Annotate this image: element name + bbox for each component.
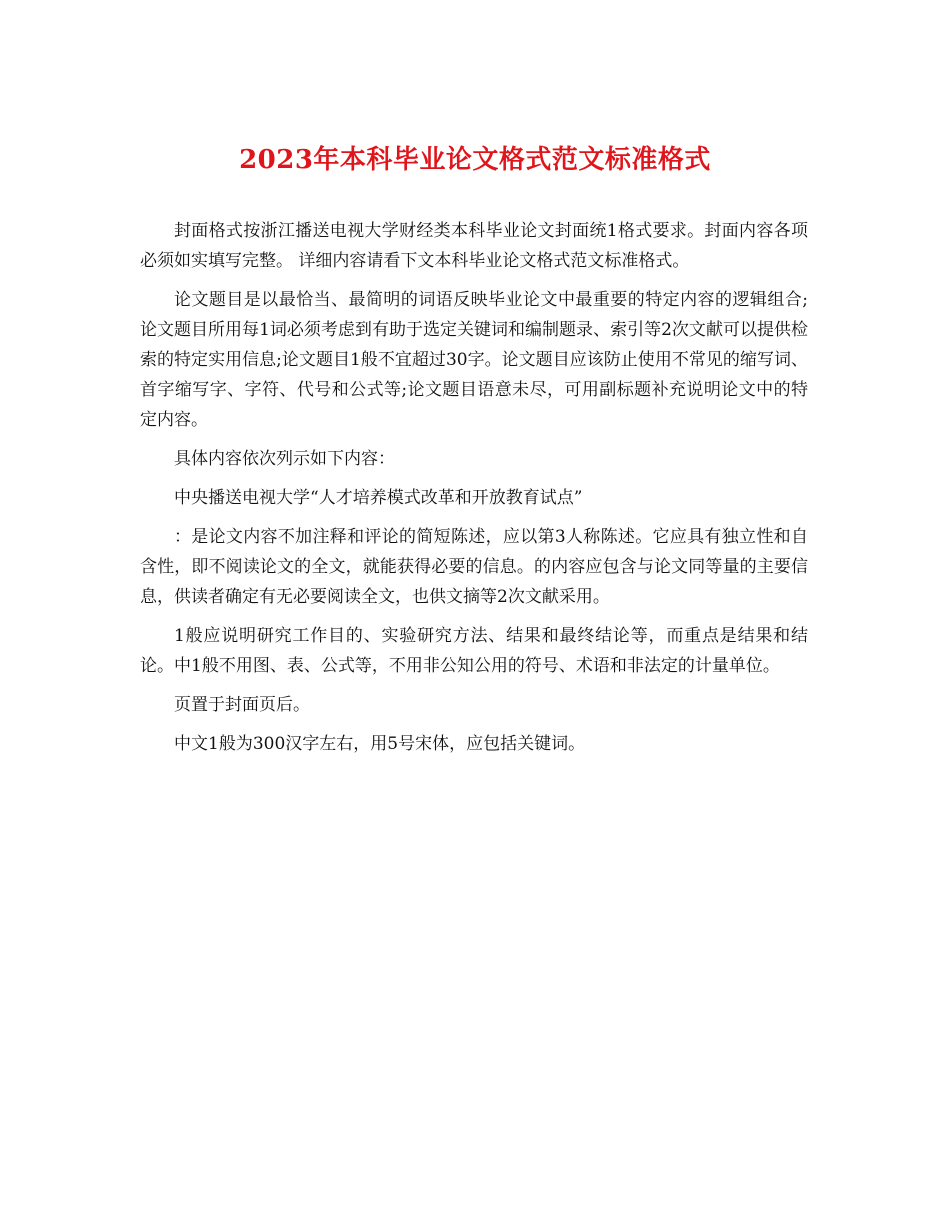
paragraph-cover-format: 封面格式按浙江播送电视大学财经类本科毕业论文封面统1格式要求。封面内容各项必须如实填写完整。 详细内容请看下文本科毕业论文格式范文标准格式。	[140, 221, 808, 271]
paragraph-chinese-length: 中文1般为300汉字左右，用5号宋体，应包括关键词。	[174, 734, 586, 754]
document-body	[140, 216, 808, 768]
paragraph-content-intro: 具体内容依次列示如下内容：	[174, 449, 395, 469]
document-title: 2023年本科毕业论文格式范文标准格式	[239, 145, 711, 175]
paragraph-abstract-definition: ：是论文内容不加注释和评论的简短陈述，应以第3人称陈述。它应具有独立性和自含性，即不阅读论文的全文，就能获得必要的信息。的内容应包含与论文同等量的主要信息，供读者确定有无必要阅读全文，也供文摘等2次文献采用。	[140, 527, 808, 607]
paragraph-abstract-guidance: 1般应说明研究工作目的、实验研究方法、结果和最终结论等，而重点是结果和结论。中1般不用图、表、公式等，不用非公知公用的符号、术语和非法定的计量单位。	[140, 626, 808, 676]
paragraph-thesis-title: 论文题目是以最恰当、最简明的词语反映毕业论文中最重要的特定内容的逻辑组合;论文题目所用每1词必须考虑到有助于选定关键词和编制题录、索引等2次文献可以提供检索的特定实用信息;论文题目1般不宜超过30字。论文题目应该防止使用不常见的缩写词、首字缩写字、字符、代号和公式等;论文题目语意未尽，可用副标题补充说明论文中的特定内容。	[140, 290, 808, 430]
paragraph-university-name: 中央播送电视大学“人才培养模式改革和开放教育试点”	[174, 488, 583, 508]
paragraph-page-placement: 页置于封面页后。	[174, 695, 310, 715]
